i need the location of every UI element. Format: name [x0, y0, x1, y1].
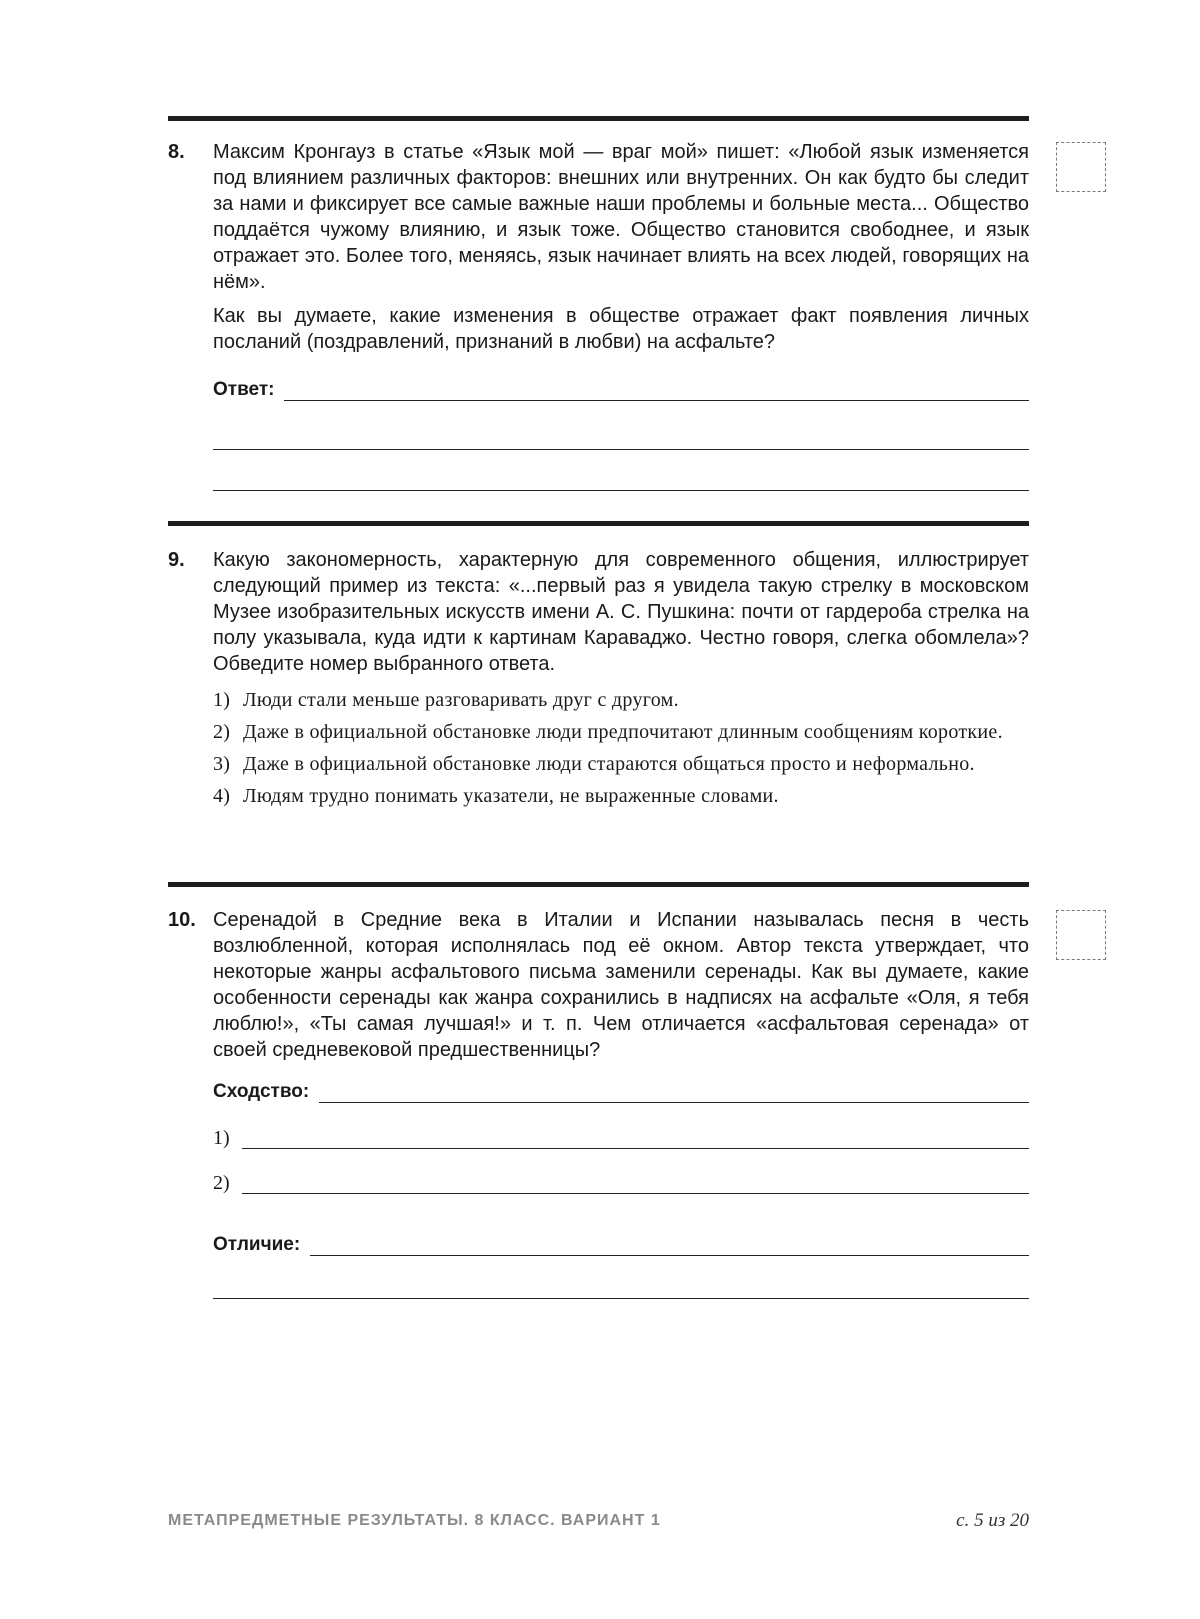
difference-label: Отличие:	[213, 1234, 301, 1255]
answer-line[interactable]	[213, 490, 1029, 491]
task-8-quote: Максим Кронгауз в статье «Язык мой — враг мой» пишет: «Любой язык изменяется под влиянием различных факторов: внешних или внутренних. Он как будто бы следит за нами и фиксирует все самые важные наши проблемы и больные места... Общество поддаётся чужому влиянию, и язык тоже. Общество становится свободнее, и язык отражает это. Более того, меняясь, язык начинает влиять на всех людей, говорящих на нём».	[213, 141, 1029, 293]
option-text: Людям трудно понимать указатели, не выраженные словами.	[243, 785, 779, 807]
option-2[interactable]	[213, 719, 1029, 745]
answer-line[interactable]	[284, 382, 1029, 401]
option-text: Люди стали меньше разговаривать друг с другом.	[243, 689, 679, 711]
top-divider	[168, 116, 1029, 121]
task-8	[168, 139, 1029, 355]
similarity-row[interactable]	[213, 1081, 1029, 1103]
option-number: 4)	[213, 785, 231, 807]
task-8-question: Как вы думаете, какие изменения в обществе отражает факт появления личных посланий (поздравлений, признаний в любви) на асфальте?	[213, 305, 1029, 353]
option-text: Даже в официальной обстановке люди предпочитают длинным сообщениям короткие.	[243, 721, 1003, 743]
options-list	[213, 687, 1029, 809]
option-4[interactable]	[213, 783, 1029, 809]
page-number: с. 5 из 20	[956, 1510, 1029, 1531]
answer-line[interactable]	[213, 1298, 1029, 1299]
option-number: 1)	[213, 689, 231, 711]
task-number: 8.	[168, 141, 185, 163]
item-number: 1)	[213, 1127, 230, 1149]
task-number: 9.	[168, 549, 185, 571]
answer-line[interactable]	[242, 1130, 1029, 1149]
similarity-item-2[interactable]	[213, 1172, 1029, 1194]
answer-line[interactable]	[213, 449, 1029, 450]
similarity-item-1[interactable]	[213, 1127, 1029, 1149]
option-1[interactable]	[213, 687, 1029, 713]
task-9	[168, 547, 1029, 809]
score-box-10[interactable]	[1056, 910, 1106, 960]
task-number: 10.	[168, 909, 196, 931]
similarity-label: Сходство:	[213, 1081, 310, 1102]
answer-label: Ответ:	[213, 379, 275, 400]
task-9-question: Какую закономерность, характерную для современного общения, иллюстрирует следующий пример из текста: «...первый раз я увидела такую стрелку в московском Музее изобразительных искусств имени А. С. Пушкина: почти от гардероба стрелка на полу указывала, куда идти к картинам Караваджо. Честно говоря, слегка обомлела»? Обведите номер выбранного ответа.	[213, 549, 1029, 675]
answer-row[interactable]	[213, 379, 1029, 401]
task-10	[168, 907, 1029, 1063]
divider	[168, 882, 1029, 887]
answer-line[interactable]	[242, 1175, 1029, 1194]
option-number: 3)	[213, 753, 231, 775]
option-text: Даже в официальной обстановке люди стараются общаться просто и неформально.	[243, 753, 975, 775]
answer-line[interactable]	[310, 1237, 1029, 1256]
task-10-question: Серенадой в Средние века в Италии и Испании называлась песня в честь возлюбленной, которая исполнялась под её окном. Автор текста утверждает, что некоторые жанры асфальтового письма заменили серенады. Как вы думаете, какие особенности серенады как жанра сохранились в надписях на асфальте «Оля, я тебя люблю!», «Ты самая лучшая!» и т. п. Чем отличается «асфальтовая серенада» от своей средневековой предшественницы?	[213, 909, 1029, 1061]
difference-row[interactable]	[213, 1234, 1029, 1256]
option-number: 2)	[213, 721, 231, 743]
item-number: 2)	[213, 1172, 230, 1194]
footer-title: МЕТАПРЕДМЕТНЫЕ РЕЗУЛЬТАТЫ. 8 КЛАСС. ВАРИАНТ 1	[168, 1512, 661, 1529]
answer-line[interactable]	[319, 1084, 1029, 1103]
score-box-8[interactable]	[1056, 142, 1106, 192]
divider	[168, 521, 1029, 526]
option-3[interactable]	[213, 751, 1029, 777]
